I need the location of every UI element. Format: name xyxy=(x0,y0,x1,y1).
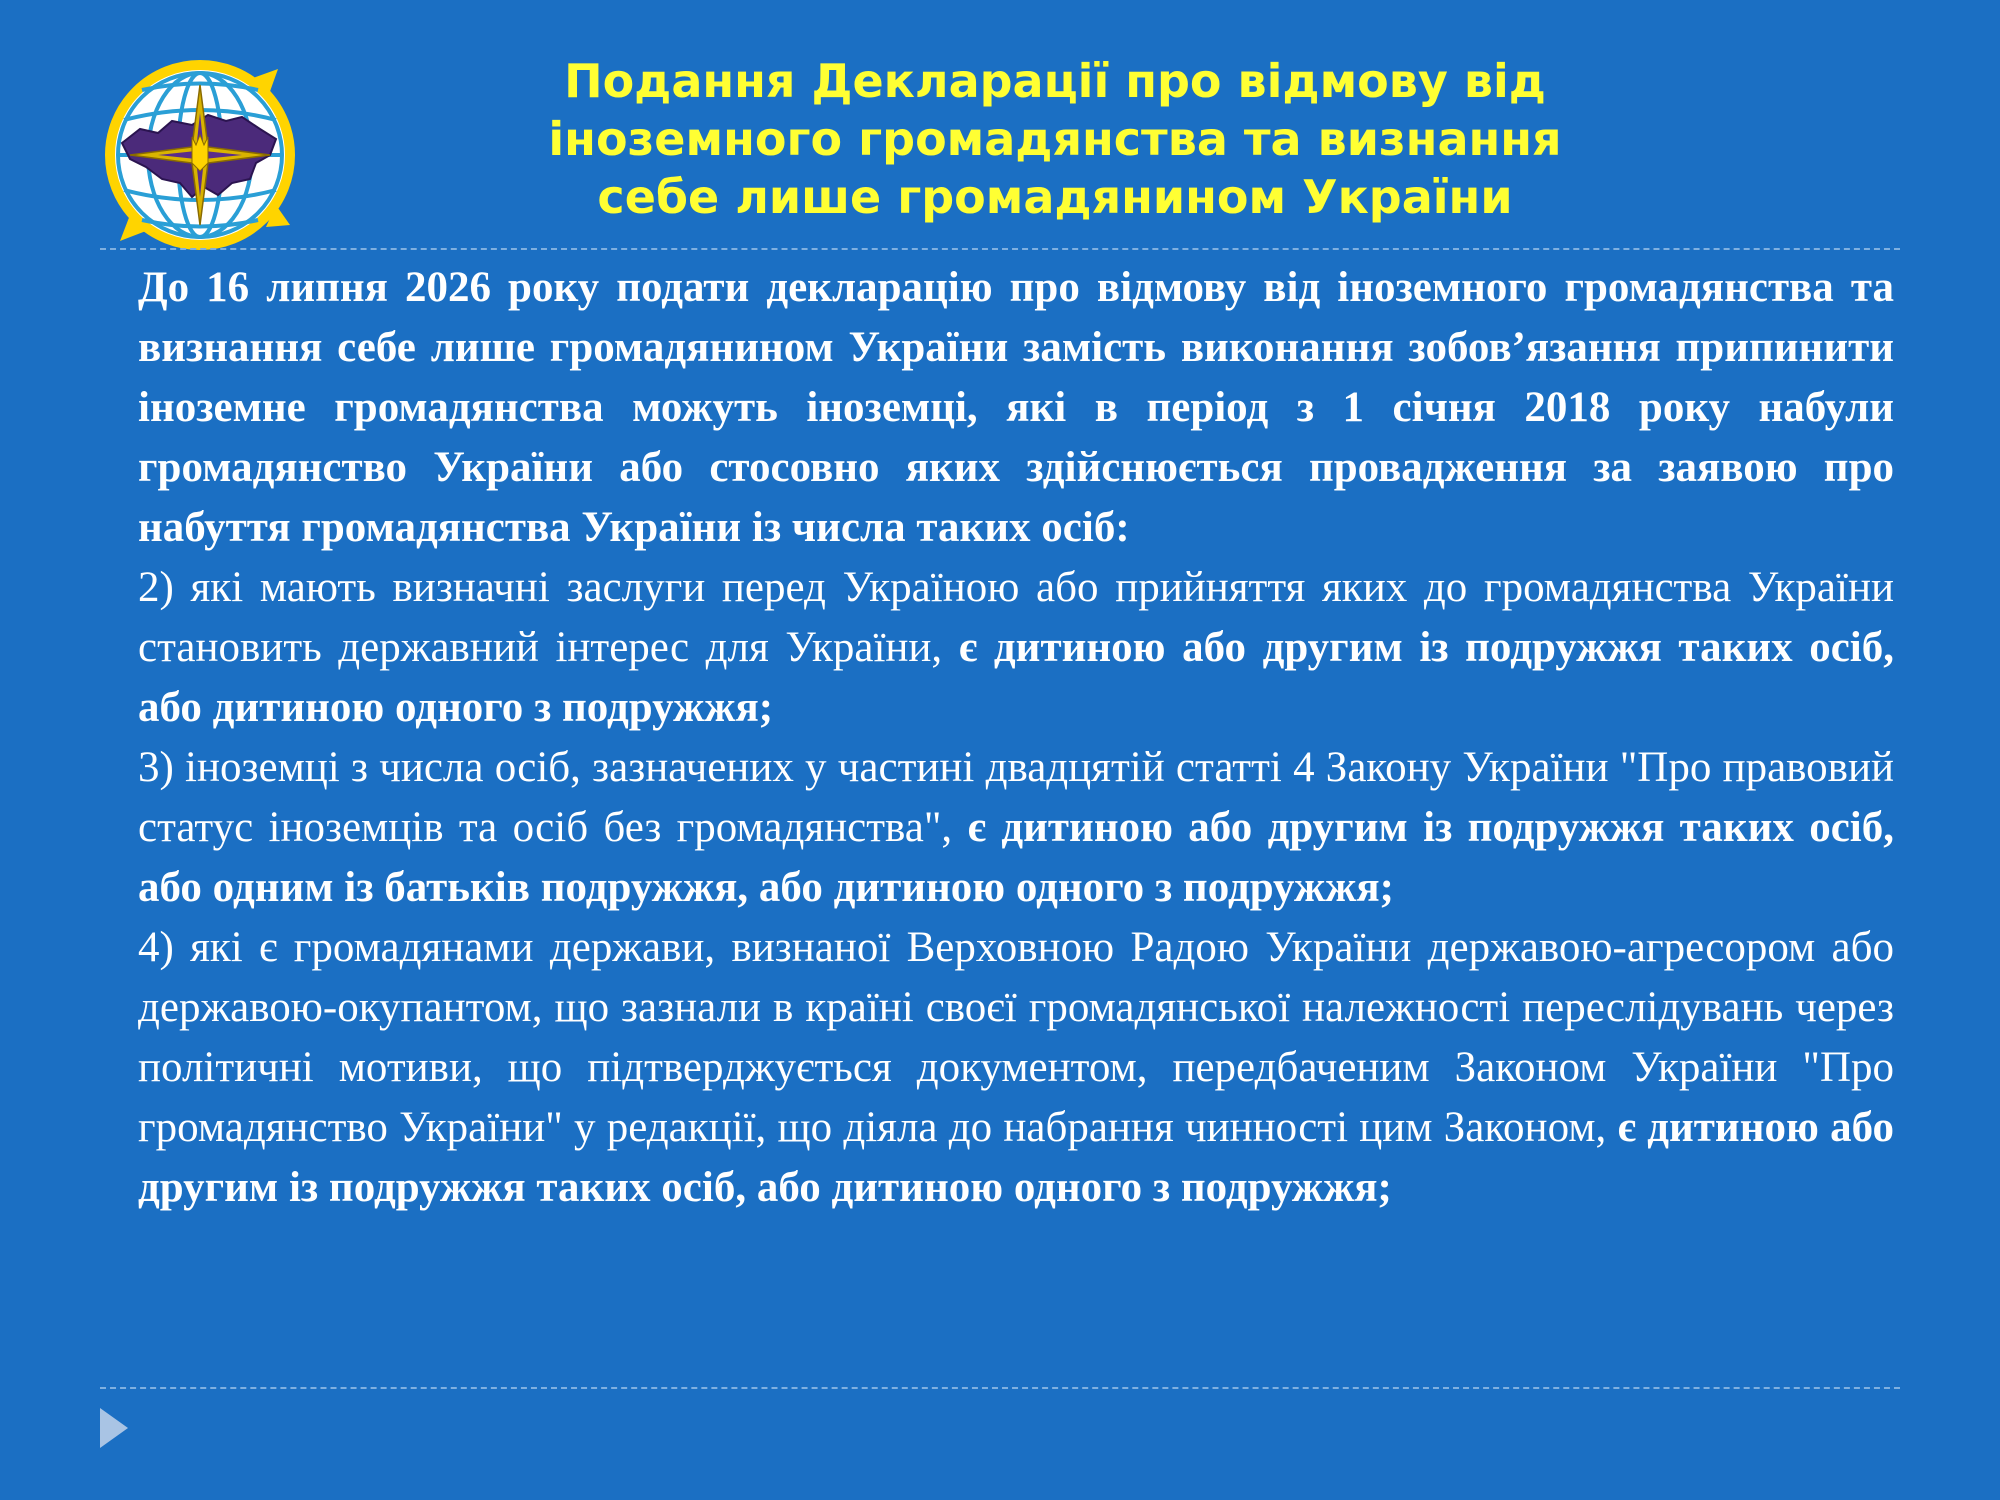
next-slide-arrow-icon[interactable] xyxy=(100,1408,128,1448)
list-item-3-bold: є дитиною або другим із подружжя таких осіб, або одним із батьків подружжя, або дитиною одного з подружжя; xyxy=(138,804,1894,911)
intro-paragraph: До 16 липня 2026 року подати декларацію про відмову від іноземного громадянства та визнання себе лише громадянином України замість виконання зобов’язання припинити іноземне громадянства можуть іноземці, які в період з 1 січня 2018 року набули громадянство України або стосовно яких здійснюється провадження за заявою про набуття громадянства України із числа таких осіб: xyxy=(138,264,1894,551)
list-item-4-text: 4) які є громадянами держави, визнаної Верховною Радою України державою-агресором або державою-окупантом, що зазнали в країні своєї громадянської належності переслідувань через політичні мотиви, що підтверджується документом, передбаченим Законом України "Про громадянство України" у редакції, що діяла до набрання чинності цим Законом, xyxy=(138,924,1894,1151)
title-line-1: Подання Декларації про відмову від xyxy=(564,54,1546,108)
list-item-2-bold: є дитиною або другим із подружжя таких осіб, або дитиною одного з подружжя; xyxy=(138,624,1894,731)
title-line-3: себе лише громадянином України xyxy=(597,170,1513,224)
list-item-4 xyxy=(138,918,1894,1218)
list-item-4-bold: є дитиною або другим із подружжя таких осіб, або дитиною одного з подружжя; xyxy=(138,1104,1895,1211)
top-divider xyxy=(100,248,1900,250)
slide-body xyxy=(138,258,1894,1218)
title-line-2: іноземного громадянства та визнання xyxy=(548,112,1562,166)
list-item-2-text: 2) які мають визначні заслуги перед Україною або прийняття яких до громадянства України становить державний інтерес для України, xyxy=(138,564,1894,671)
slide-title xyxy=(440,52,1670,226)
migration-service-emblem-icon xyxy=(100,55,300,255)
bottom-divider xyxy=(100,1387,1900,1389)
list-item-3 xyxy=(138,738,1894,918)
list-item-2 xyxy=(138,558,1894,738)
list-item-3-text: 3) іноземці з числа осіб, зазначених у частині двадцятій статті 4 Закону України "Про правовий статус іноземців та осіб без громадянства", xyxy=(138,744,1894,851)
